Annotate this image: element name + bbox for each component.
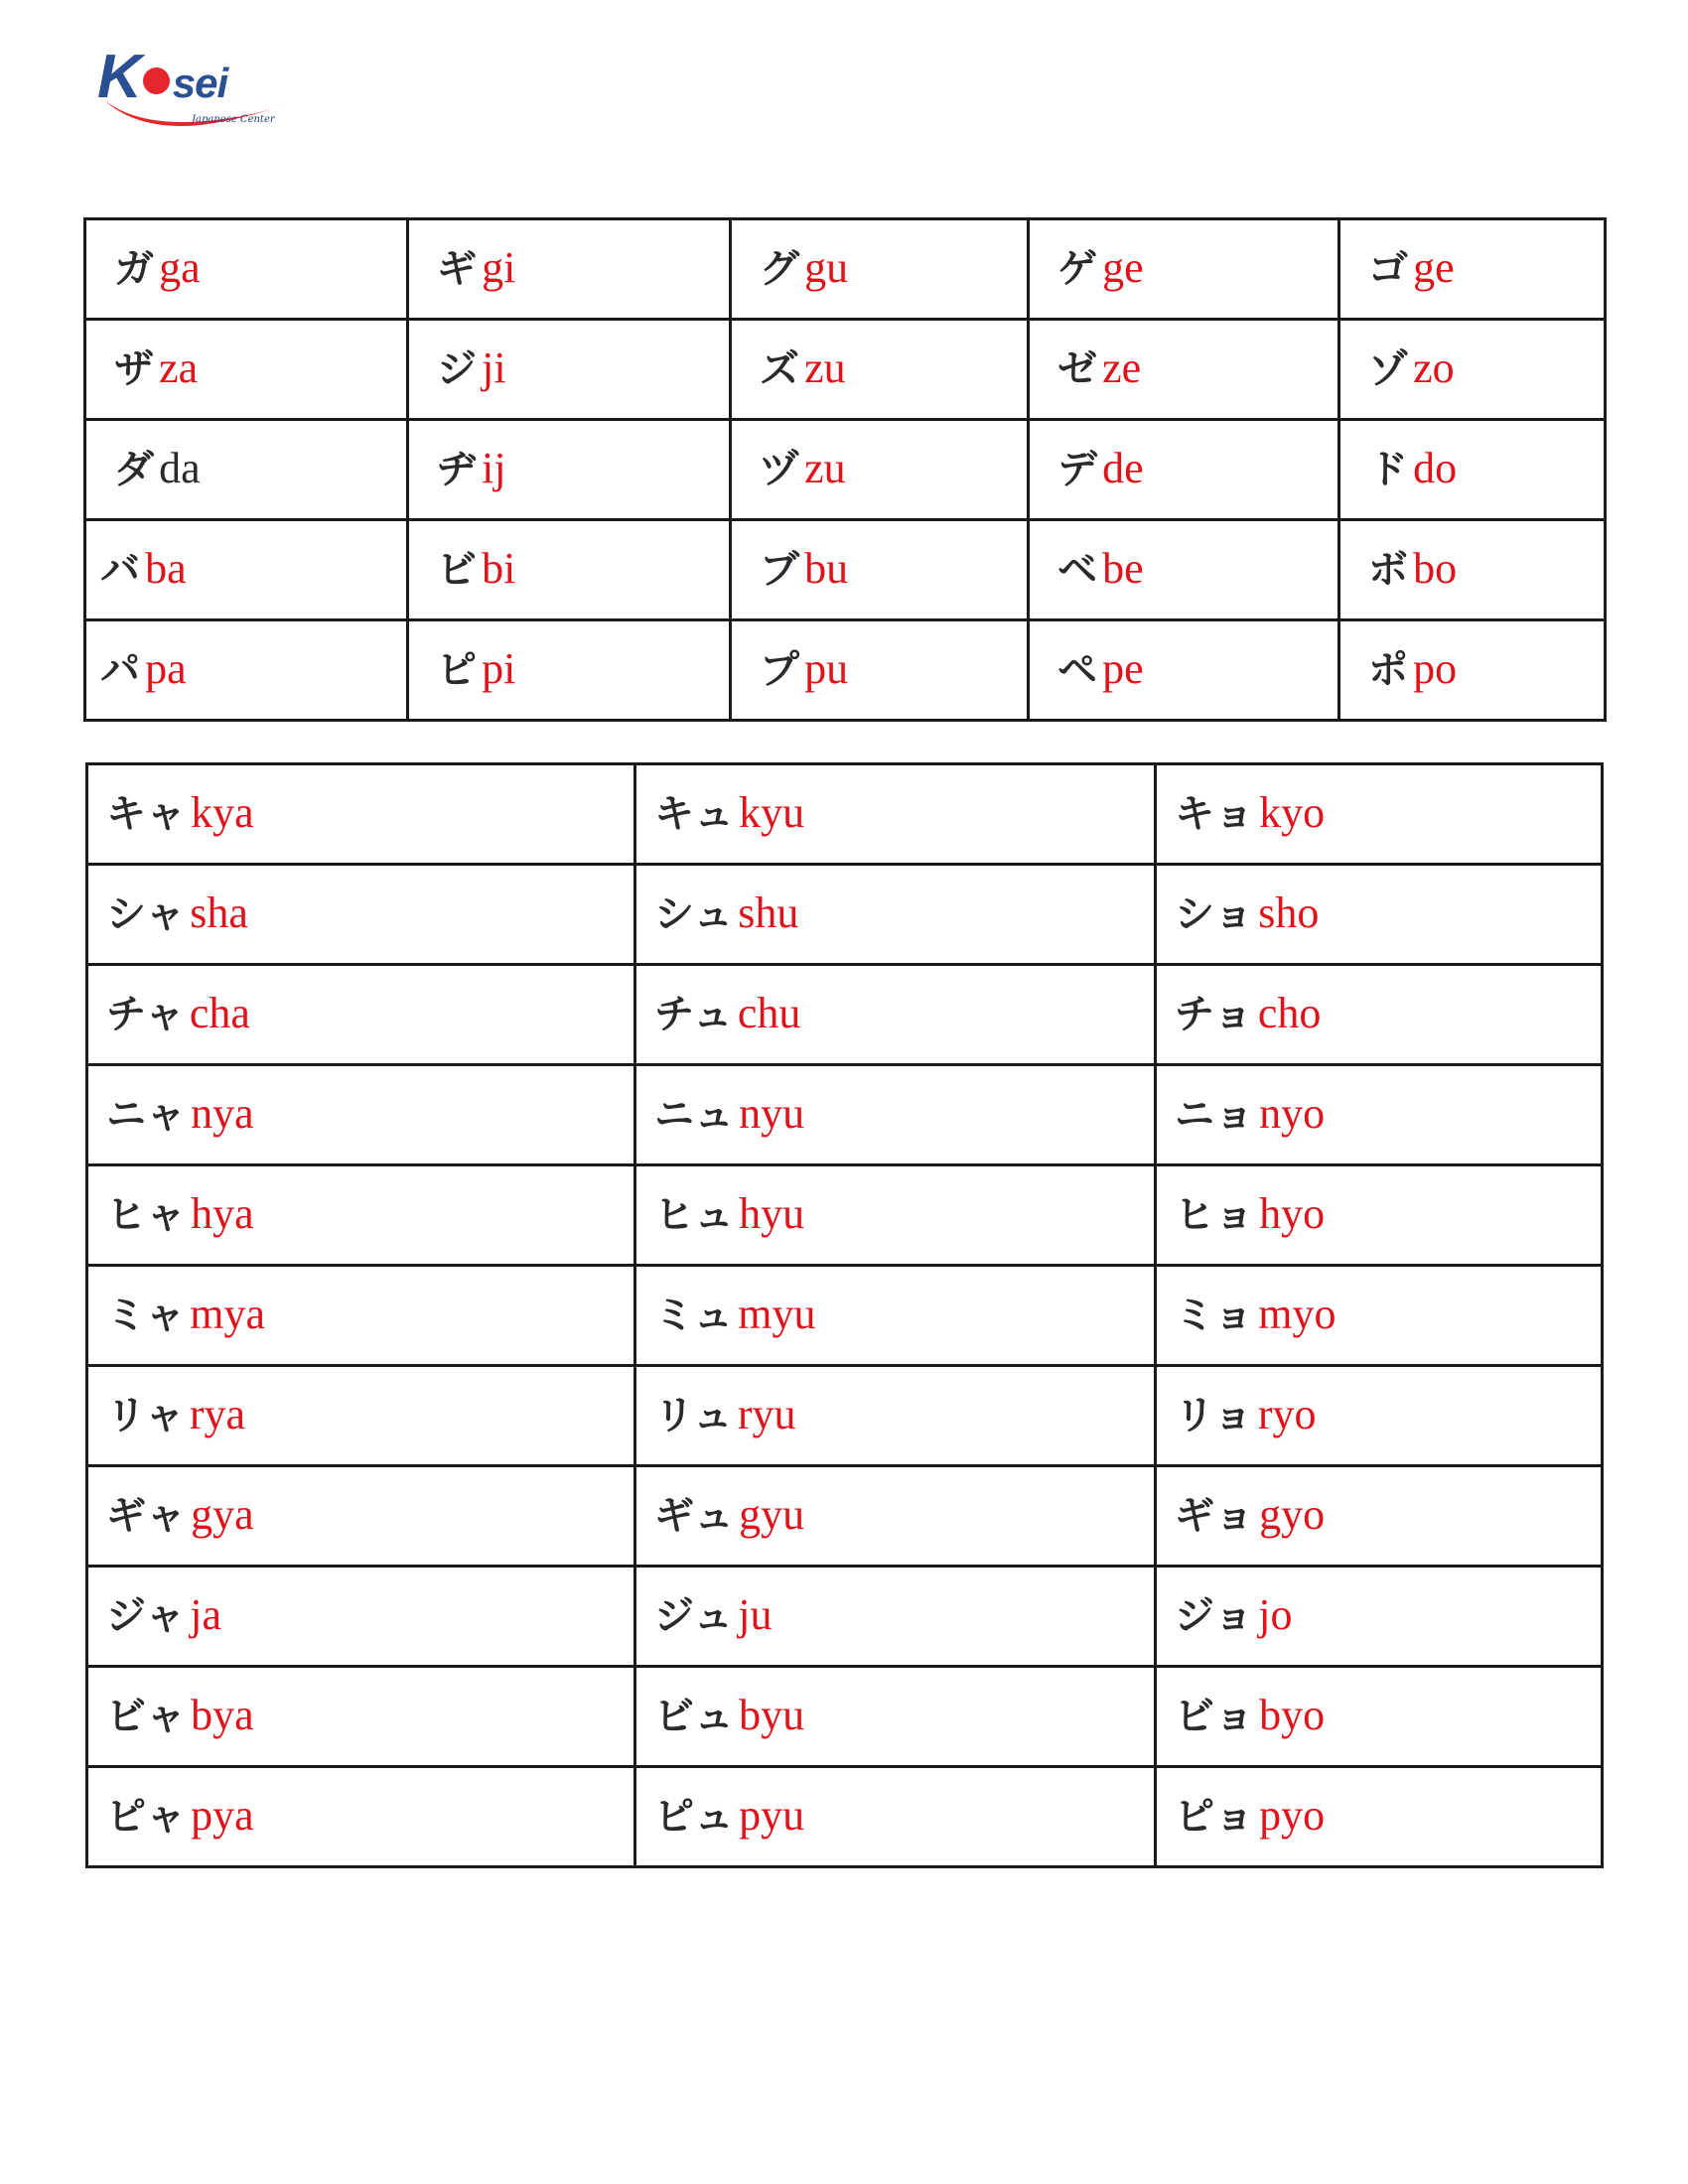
kana-cell xyxy=(87,1667,635,1767)
romaji-text: byo xyxy=(1259,1691,1326,1739)
romaji-text: myu xyxy=(738,1290,816,1338)
katakana-text: バ xyxy=(100,547,140,593)
kana-cell xyxy=(1156,1065,1603,1165)
kana-cell xyxy=(731,320,1029,420)
kana-cell xyxy=(635,1165,1156,1266)
kana-cell xyxy=(731,420,1029,520)
katakana-text: ゼ xyxy=(1057,346,1097,392)
romaji-text: ge xyxy=(1102,243,1144,292)
romaji-text: bya xyxy=(191,1691,254,1739)
kana-cell xyxy=(87,1065,635,1165)
katakana-text: ペ xyxy=(1057,647,1097,693)
romaji-text: myo xyxy=(1258,1290,1336,1338)
katakana-text: パ xyxy=(100,647,140,693)
katakana-text: チュ xyxy=(654,992,733,1037)
logo-letters-sei: sei xyxy=(172,60,228,106)
romaji-text: bo xyxy=(1413,544,1458,593)
youon-table xyxy=(85,762,1604,1868)
katakana-text: リャ xyxy=(106,1393,185,1438)
kana-cell xyxy=(87,764,635,865)
romaji-text: ji xyxy=(482,343,506,392)
romaji-text: pe xyxy=(1102,644,1144,693)
katakana-text: ポ xyxy=(1368,647,1408,693)
katakana-text: ビャ xyxy=(106,1694,186,1739)
romaji-text: ga xyxy=(159,243,201,292)
katakana-text: ヒョ xyxy=(1175,1192,1254,1238)
kana-cell xyxy=(635,865,1156,965)
kana-cell xyxy=(731,520,1029,620)
katakana-text: ダ xyxy=(114,447,154,492)
katakana-text: ショ xyxy=(1175,891,1254,937)
romaji-text: kyo xyxy=(1259,788,1326,837)
katakana-text: ズ xyxy=(760,346,799,392)
romaji-text: rya xyxy=(189,1390,246,1438)
romaji-text: kya xyxy=(191,788,254,837)
romaji-text: nyo xyxy=(1259,1089,1326,1138)
youon-row xyxy=(87,1165,1603,1266)
kana-cell xyxy=(1029,420,1339,520)
katakana-text: ザ xyxy=(114,346,154,392)
katakana-text: ジ xyxy=(437,346,477,392)
dakuten-row xyxy=(85,520,1606,620)
kana-cell xyxy=(1029,620,1339,721)
katakana-text: ミョ xyxy=(1175,1293,1254,1338)
romaji-text: cha xyxy=(189,989,250,1037)
romaji-text: pya xyxy=(191,1791,254,1840)
romaji-text: ja xyxy=(190,1590,222,1639)
katakana-text: ベ xyxy=(1057,547,1097,593)
dakuten-table xyxy=(83,217,1607,722)
kana-cell xyxy=(408,420,731,520)
romaji-text: byu xyxy=(739,1691,805,1739)
romaji-text: nya xyxy=(191,1089,254,1138)
kana-cell xyxy=(1339,620,1606,721)
romaji-text: cho xyxy=(1257,989,1322,1037)
katakana-text: ニョ xyxy=(1175,1092,1254,1138)
romaji-text: po xyxy=(1413,644,1458,693)
kana-cell xyxy=(1029,219,1339,320)
katakana-text: ブ xyxy=(760,547,799,593)
dakuten-row xyxy=(85,620,1606,721)
kana-cell xyxy=(85,620,408,721)
katakana-text: リュ xyxy=(654,1393,733,1438)
youon-row xyxy=(87,1667,1603,1767)
kana-cell xyxy=(635,1065,1156,1165)
kana-cell xyxy=(1156,1266,1603,1366)
youon-row xyxy=(87,865,1603,965)
kana-cell xyxy=(1156,865,1603,965)
katakana-text: グ xyxy=(760,246,799,292)
romaji-text: gu xyxy=(804,243,849,292)
romaji-text: za xyxy=(159,343,199,392)
kana-cell xyxy=(87,1567,635,1667)
katakana-text: シャ xyxy=(106,891,186,937)
katakana-text: ギョ xyxy=(1175,1493,1254,1539)
kana-cell xyxy=(87,1266,635,1366)
kana-cell xyxy=(635,764,1156,865)
kana-cell xyxy=(1156,764,1603,865)
katakana-text: チャ xyxy=(106,992,185,1037)
romaji-text: hya xyxy=(191,1189,254,1238)
kana-cell xyxy=(635,1366,1156,1466)
katakana-text: ガ xyxy=(114,246,154,292)
katakana-text: ビ xyxy=(437,547,477,593)
kana-cell xyxy=(731,620,1029,721)
katakana-text: ギュ xyxy=(654,1493,734,1539)
romaji-text: nyu xyxy=(739,1089,805,1138)
kana-cell xyxy=(635,1667,1156,1767)
romaji-text: pyo xyxy=(1259,1791,1326,1840)
kana-cell xyxy=(635,1266,1156,1366)
katakana-text: ミャ xyxy=(106,1293,186,1338)
youon-row xyxy=(87,1366,1603,1466)
youon-row xyxy=(87,965,1603,1065)
katakana-text: キョ xyxy=(1175,791,1254,837)
kana-cell xyxy=(1156,965,1603,1065)
romaji-text: pu xyxy=(804,644,849,693)
dakuten-row xyxy=(85,320,1606,420)
romaji-text: gi xyxy=(482,243,516,292)
youon-row xyxy=(87,1065,1603,1165)
kana-cell xyxy=(635,965,1156,1065)
romaji-text: ij xyxy=(482,444,506,492)
katakana-text: ゲ xyxy=(1057,246,1097,292)
katakana-text: ピャ xyxy=(106,1794,186,1840)
katakana-text: ピョ xyxy=(1175,1794,1254,1840)
kana-cell xyxy=(87,865,635,965)
romaji-text: zu xyxy=(804,343,846,392)
kana-cell xyxy=(408,620,731,721)
romaji-text: chu xyxy=(737,989,801,1037)
kana-cell xyxy=(1156,1767,1603,1867)
katakana-text: ヂ xyxy=(437,447,477,492)
katakana-text: ゴ xyxy=(1368,246,1408,292)
romaji-text: ze xyxy=(1102,343,1142,392)
romaji-text: pyu xyxy=(739,1791,805,1840)
romaji-text: do xyxy=(1413,444,1458,492)
romaji-text: bi xyxy=(482,544,516,593)
katakana-text: ゾ xyxy=(1368,346,1408,392)
katakana-text: ニュ xyxy=(654,1092,734,1138)
katakana-text: ヒャ xyxy=(106,1192,186,1238)
dakuten-row xyxy=(85,420,1606,520)
romaji-text: da xyxy=(159,444,201,492)
romaji-text: shu xyxy=(738,888,799,937)
katakana-text: チョ xyxy=(1175,992,1253,1037)
romaji-text: sha xyxy=(190,888,248,937)
katakana-text: シュ xyxy=(654,891,734,937)
kana-cell xyxy=(1029,520,1339,620)
romaji-text: de xyxy=(1102,444,1144,492)
kana-cell xyxy=(1156,1165,1603,1266)
kana-cell xyxy=(1156,1667,1603,1767)
kana-cell xyxy=(1339,520,1606,620)
kana-cell xyxy=(85,420,408,520)
logo-letter-k: K xyxy=(97,43,141,111)
katakana-text: ギャ xyxy=(106,1493,186,1539)
katakana-text: ジャ xyxy=(106,1593,186,1639)
romaji-text: ryo xyxy=(1257,1390,1317,1438)
kana-cell xyxy=(408,219,731,320)
katakana-text: デ xyxy=(1057,447,1097,492)
katakana-text: ヅ xyxy=(760,447,799,492)
kana-cell xyxy=(635,1466,1156,1567)
youon-row xyxy=(87,1266,1603,1366)
romaji-text: pa xyxy=(145,644,187,693)
katakana-text: ニャ xyxy=(106,1092,186,1138)
romaji-text: sho xyxy=(1258,888,1320,937)
logo-tagline: Japanese Center xyxy=(192,114,275,125)
kosei-logo xyxy=(97,42,296,141)
kana-cell xyxy=(1156,1466,1603,1567)
logo-swoosh xyxy=(97,42,296,141)
romaji-text: ju xyxy=(738,1590,773,1639)
romaji-text: bu xyxy=(804,544,849,593)
romaji-text: gya xyxy=(191,1490,254,1539)
youon-row xyxy=(87,764,1603,865)
kana-cell xyxy=(1339,219,1606,320)
katakana-text: プ xyxy=(760,647,799,693)
kana-cell xyxy=(1156,1366,1603,1466)
romaji-text: ryu xyxy=(737,1390,796,1438)
katakana-text: ピュ xyxy=(654,1794,734,1840)
kana-cell xyxy=(1339,320,1606,420)
katakana-text: ピ xyxy=(437,647,477,693)
katakana-text: ビュ xyxy=(654,1694,734,1739)
youon-row xyxy=(87,1767,1603,1867)
kana-cell xyxy=(87,965,635,1065)
kana-cell xyxy=(731,219,1029,320)
romaji-text: ba xyxy=(145,544,187,593)
katakana-text: ギ xyxy=(437,246,477,292)
romaji-text: zo xyxy=(1413,343,1455,392)
romaji-text: zu xyxy=(804,444,846,492)
katakana-text: ボ xyxy=(1368,547,1408,593)
dakuten-row xyxy=(85,219,1606,320)
romaji-text: hyu xyxy=(739,1189,805,1238)
kana-cell xyxy=(408,320,731,420)
kana-cell xyxy=(635,1567,1156,1667)
kana-cell xyxy=(85,219,408,320)
katakana-text: ヒュ xyxy=(654,1192,734,1238)
kana-cell xyxy=(1339,420,1606,520)
youon-row xyxy=(87,1567,1603,1667)
katakana-text: ド xyxy=(1368,447,1408,492)
romaji-text: gyu xyxy=(739,1490,805,1539)
katakana-text: キャ xyxy=(106,791,186,837)
kana-cell xyxy=(1029,320,1339,420)
kana-cell xyxy=(85,520,408,620)
katakana-text: キュ xyxy=(654,791,734,837)
kana-cell xyxy=(1156,1567,1603,1667)
kana-cell xyxy=(87,1767,635,1867)
romaji-text: gyo xyxy=(1259,1490,1326,1539)
katakana-text: ジョ xyxy=(1175,1593,1254,1639)
katakana-text: ミュ xyxy=(654,1293,734,1338)
romaji-text: be xyxy=(1102,544,1144,593)
youon-row xyxy=(87,1466,1603,1567)
katakana-text: リョ xyxy=(1175,1393,1253,1438)
romaji-text: kyu xyxy=(739,788,805,837)
kana-cell xyxy=(408,520,731,620)
kana-cell xyxy=(87,1366,635,1466)
kana-cell xyxy=(85,320,408,420)
romaji-text: mya xyxy=(190,1290,266,1338)
kana-cell xyxy=(87,1466,635,1567)
romaji-text: hyo xyxy=(1259,1189,1326,1238)
romaji-text: pi xyxy=(482,644,516,693)
katakana-text: ビョ xyxy=(1175,1694,1254,1739)
kana-cell xyxy=(87,1165,635,1266)
kana-cell xyxy=(635,1767,1156,1867)
romaji-text: jo xyxy=(1258,1590,1293,1639)
katakana-text: ジュ xyxy=(654,1593,734,1639)
romaji-text: ge xyxy=(1413,243,1455,292)
